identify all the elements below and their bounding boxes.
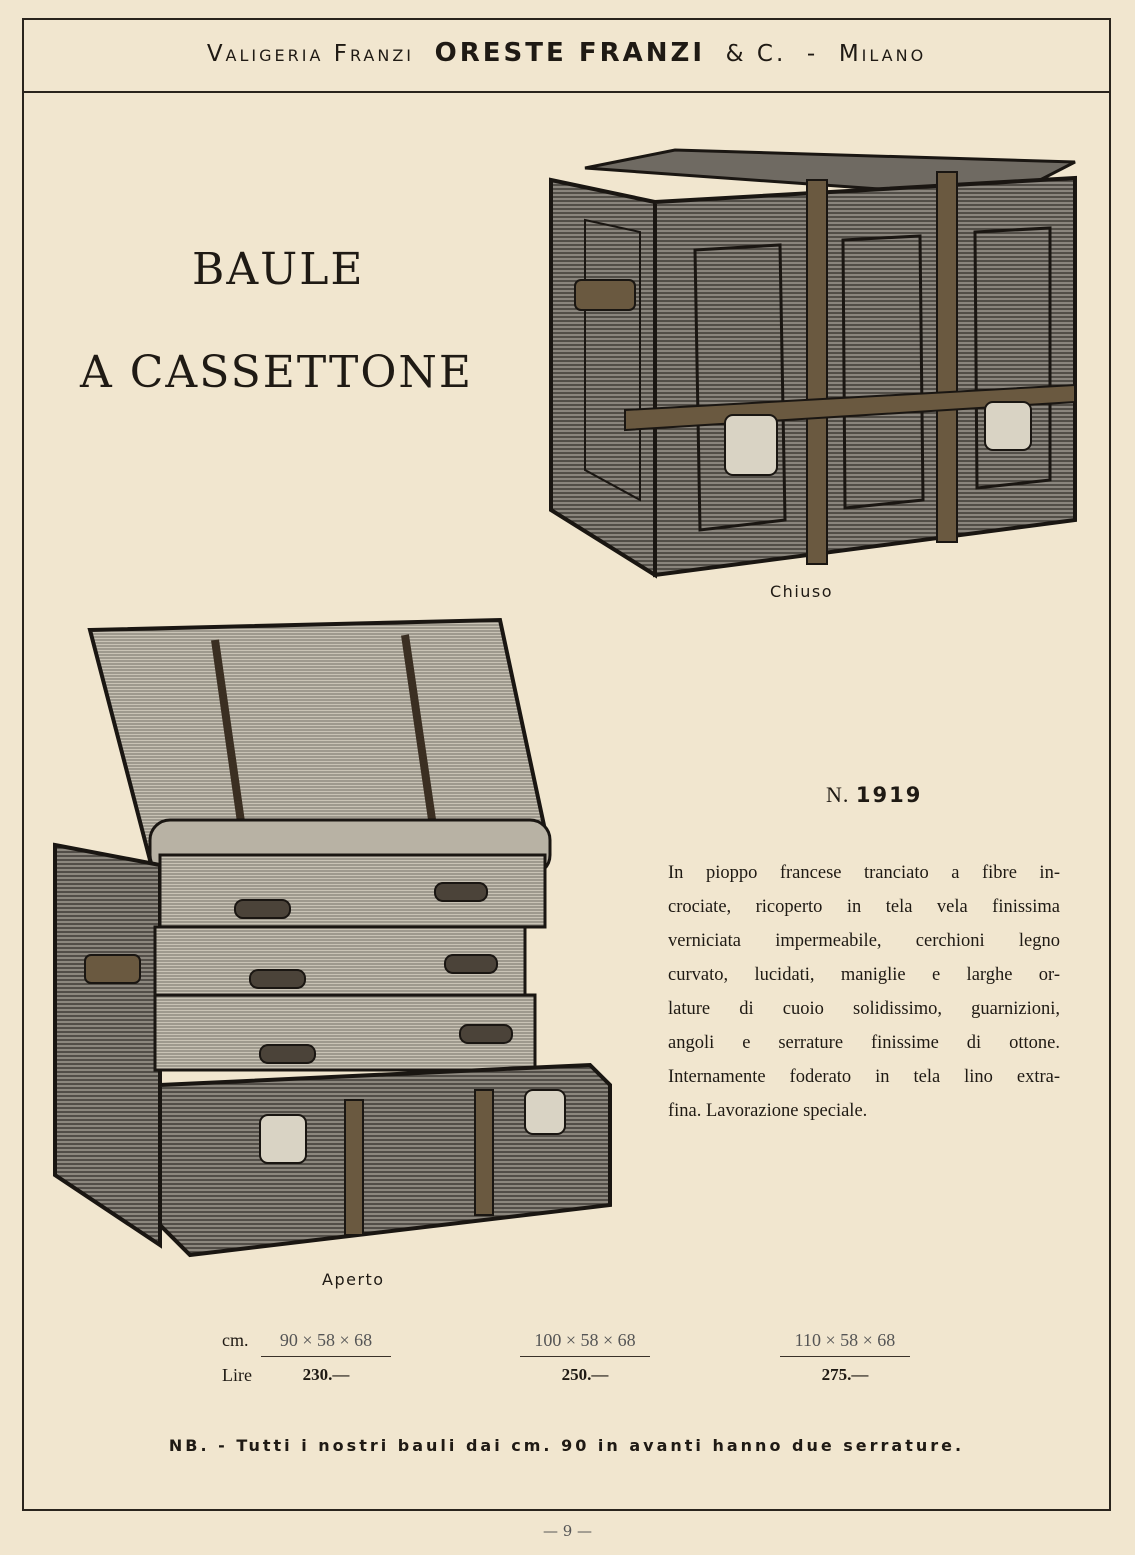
size-price: 250.— xyxy=(561,1365,609,1384)
header-brand: Valigeria Franzi xyxy=(206,41,415,67)
page-header xyxy=(22,38,1111,68)
model-prefix: N. xyxy=(826,782,850,807)
model-value: 1919 xyxy=(855,783,923,807)
price-rule xyxy=(780,1356,910,1357)
open-caption: Aperto xyxy=(322,1270,385,1289)
header-suffix: & C. xyxy=(725,41,787,67)
title-line-2: A CASSETTONE xyxy=(80,347,474,398)
product-description xyxy=(668,856,1060,1128)
description-line: Internamente foderato in tela lino extra- xyxy=(668,1067,1060,1087)
open-trunk-illustration xyxy=(50,615,620,1265)
header-city: Milano xyxy=(838,41,927,67)
size-dimensions: 110 × 58 × 68 xyxy=(794,1330,896,1350)
header-dash: - xyxy=(806,41,819,67)
footer-note: NB. - Tutti i nostri bauli dai cm. 90 in avanti hanno due serrature. xyxy=(168,1436,965,1455)
model-number xyxy=(826,782,922,808)
price-rule xyxy=(261,1356,391,1357)
dimension-label: cm. xyxy=(222,1330,249,1350)
closed-trunk-illustration xyxy=(545,140,1085,580)
description-line: fina. Lavorazione speciale. xyxy=(668,1101,868,1121)
title-line-1: BAULE xyxy=(192,244,365,295)
description-line: verniciata impermeabile, cerchioni legno xyxy=(668,931,1060,951)
size-price: 230.— xyxy=(302,1365,350,1384)
header-rule xyxy=(22,91,1111,93)
size-price: 275.— xyxy=(821,1365,869,1384)
description-line: In pioppo francese tranciato a fibre in- xyxy=(668,863,1060,883)
closed-caption: Chiuso xyxy=(770,582,834,601)
description-line: curvato, lucidati, maniglie e larghe or- xyxy=(668,965,1060,985)
size-dimensions: 90 × 58 × 68 xyxy=(279,1330,373,1350)
price-rule xyxy=(520,1356,650,1357)
size-dimensions: 100 × 58 × 68 xyxy=(534,1330,636,1350)
description-line: crociate, ricoperto in tela vela finissima xyxy=(668,897,1060,917)
description-line: lature di cuoio solidissimo, guarnizioni, xyxy=(668,999,1060,1019)
price-label: Lire xyxy=(222,1365,252,1385)
page-number: — 9 — xyxy=(542,1522,593,1540)
description-line: angoli e serrature finissime di ottone. xyxy=(668,1033,1060,1053)
header-company: ORESTE FRANZI xyxy=(434,38,706,68)
